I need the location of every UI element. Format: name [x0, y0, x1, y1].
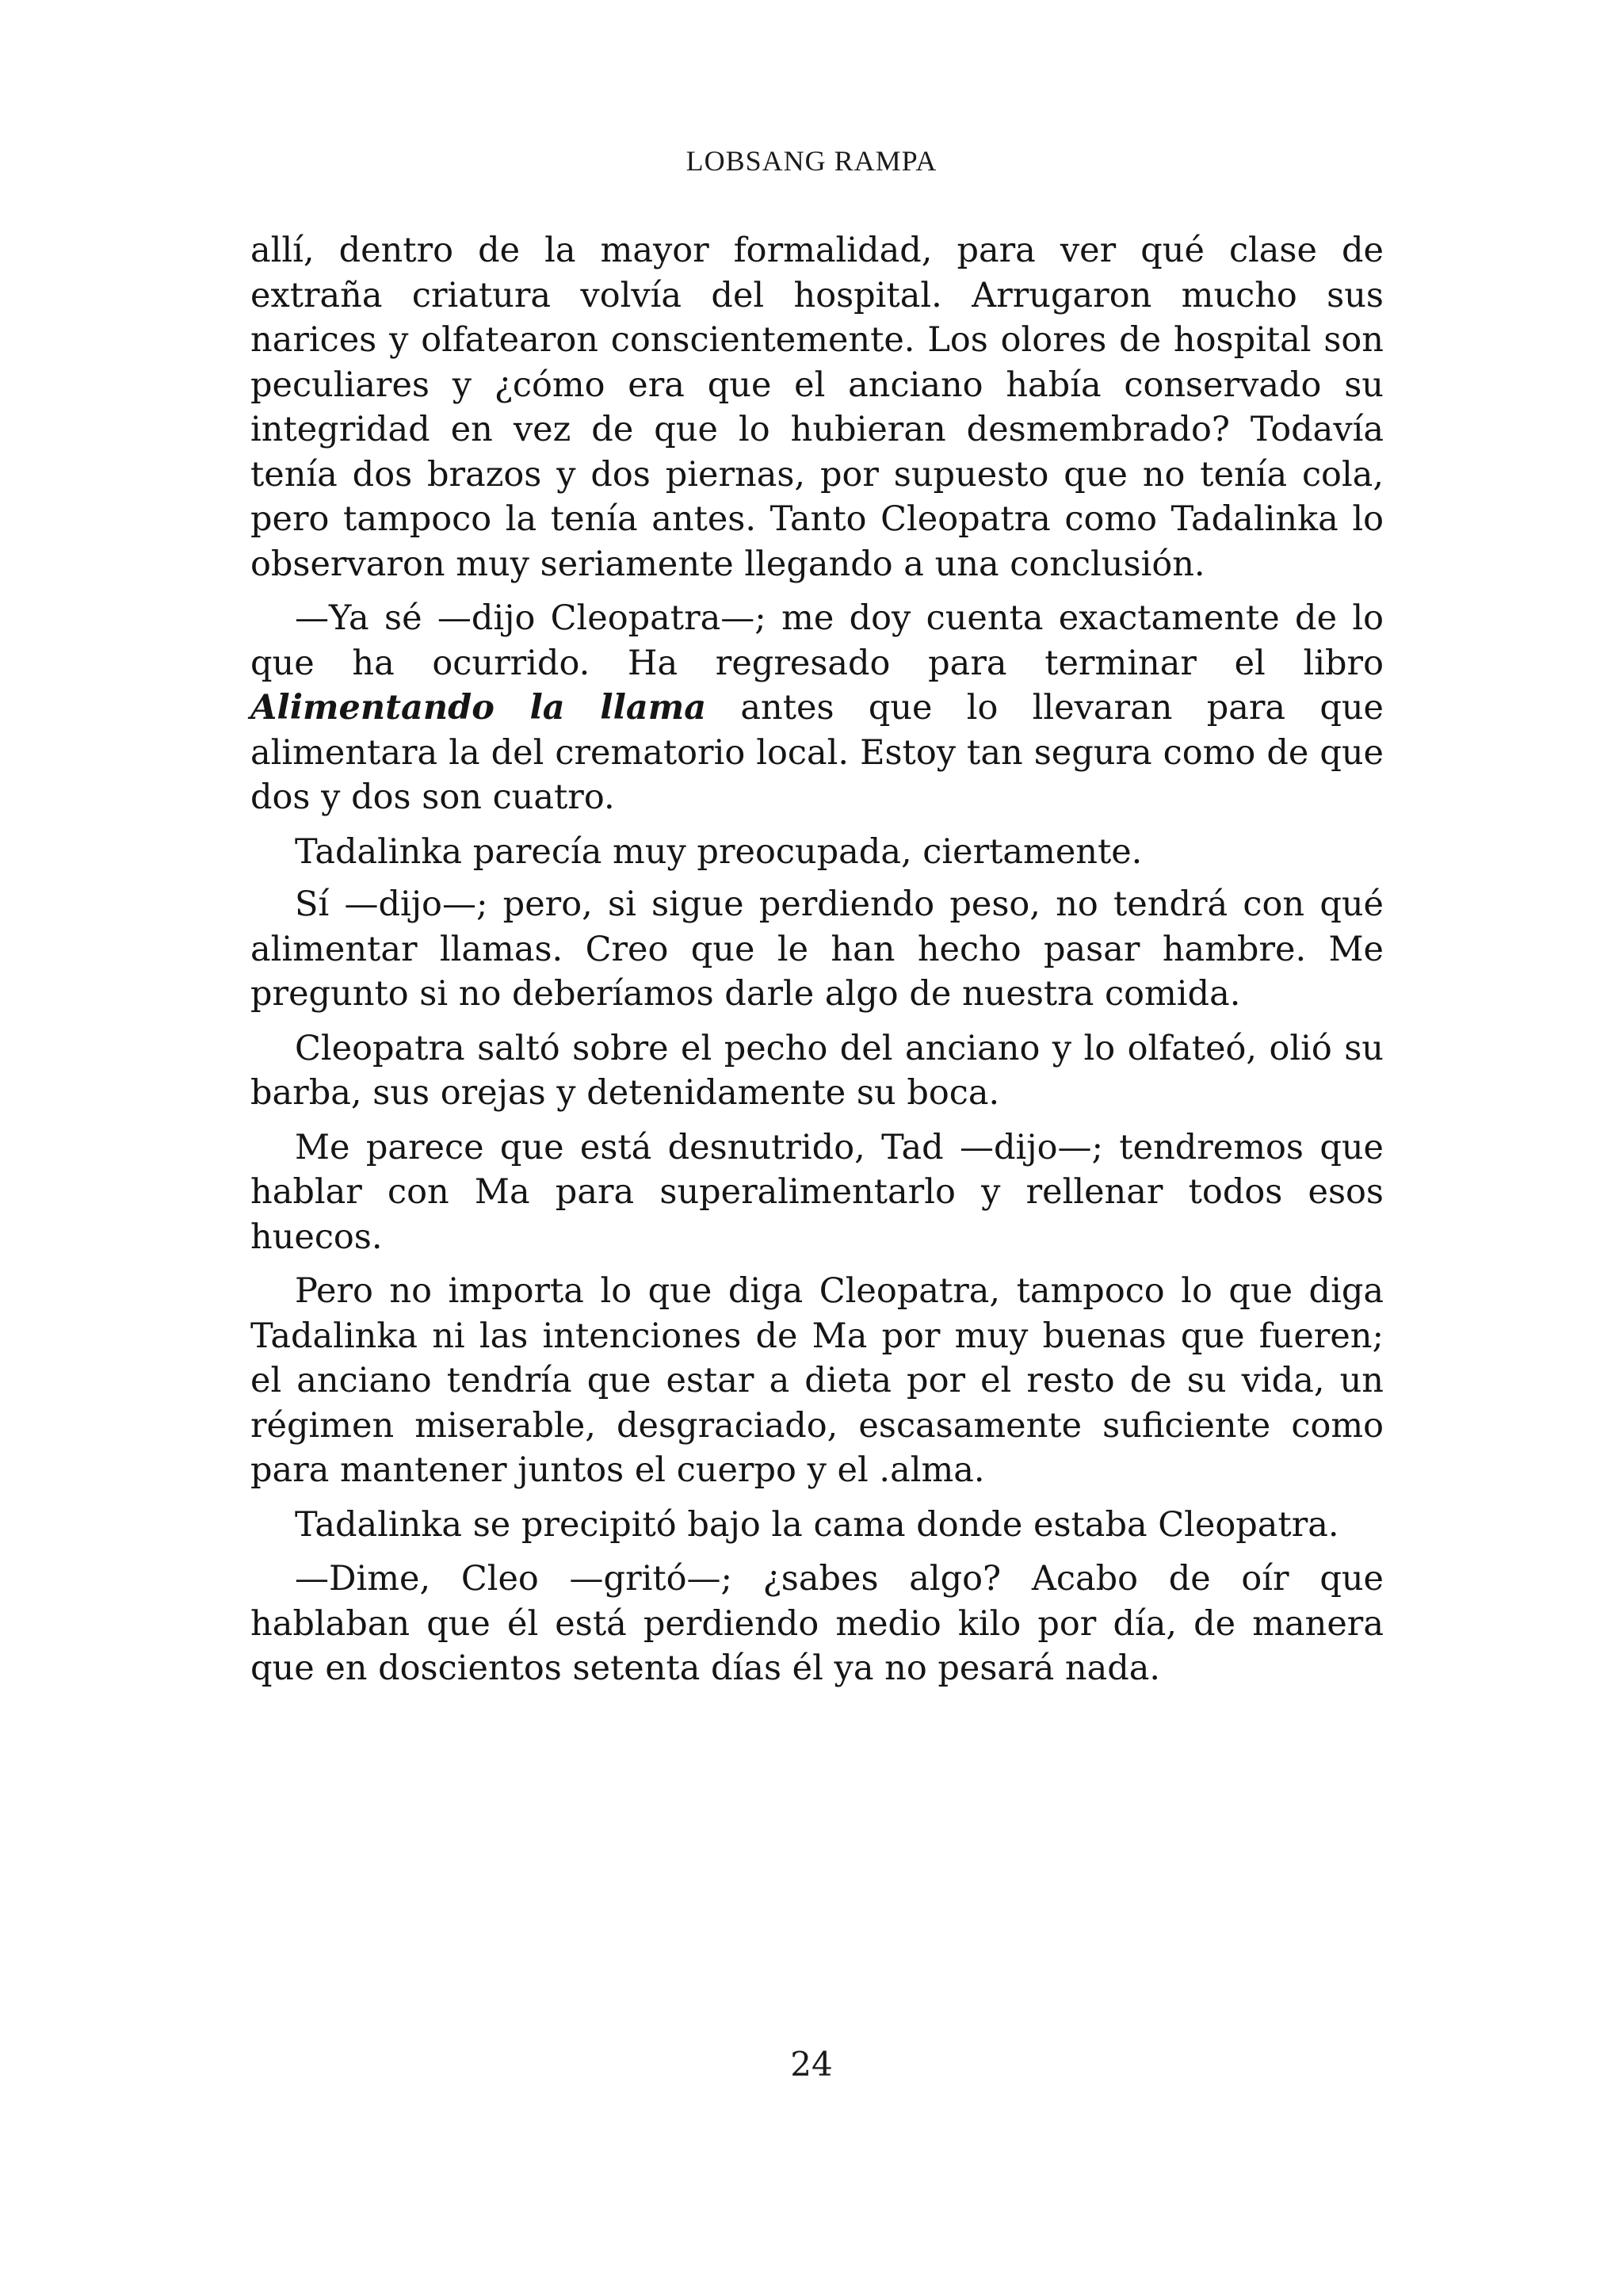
paragraph: Sí —dijo—; pero, si sigue perdiendo peso, no tendrá con qué alimentar llamas. Creo que le han hecho pasar hambre. Me pregunto si no deberíamos darle algo de nuestra comida. — [250, 884, 1384, 1014]
paragraph: —Dime, Cleo —gritó—; ¿sabes algo? Acabo de oír que hablaban que él está perdiendo medio kilo por día, de manera que en doscientos setenta días él ya no pesará nada. — [250, 1559, 1384, 1688]
body-text — [250, 228, 1384, 1701]
page-number: 24 — [790, 2045, 833, 2084]
paragraph: Cleopatra saltó sobre el pecho del anciano y lo olfateó, olió su barba, sus orejas y detenidamente su boca. — [250, 1028, 1384, 1113]
book-title: Alimentando la llama — [250, 688, 707, 728]
paragraph — [250, 596, 1384, 820]
paragraph: Me parece que está desnutrido, Tad —dijo—; tendremos que hablar con Ma para superalimentarlo y rellenar todos esos huecos. — [250, 1127, 1384, 1257]
running-header: LOBSANG RAMPA — [685, 145, 938, 177]
paragraph: Pero no importa lo que diga Cleopatra, tampoco lo que diga Tadalinka ni las intenciones de Ma por muy buenas que fueren; el anciano tendría que estar a dieta por el resto de su vida, un régimen miserable, desgraciado, escasamente suficiente como para mantener juntos el cuerpo y el .alma. — [250, 1271, 1384, 1490]
paragraph-text: —Ya sé —dijo Cleopatra—; me doy cuenta exactamente de lo que ha ocurrido. Ha regresado para terminar el libro — [250, 598, 1384, 683]
paragraph: allí, dentro de la mayor formalidad, para ver qué clase de extraña criatura volvía del hospital. Arrugaron mucho sus narices y olfatearon conscientemente. Los olores de hospital son peculiares y ¿cómo era que el anciano había conservado su integridad en vez de que lo hubieran desmembrado? Todavía tenía dos brazos y dos piernas, por supuesto que no tenía cola, pero tampoco la tenía antes. Tanto Cleopatra como Tadalinka lo observaron muy seriamente llegando a una conclusión. — [250, 231, 1384, 584]
paragraph: Tadalinka parecía muy preocupada, ciertamente. — [295, 831, 1143, 872]
paragraph: Tadalinka se precipitó bajo la cama donde estaba Cleopatra. — [295, 1504, 1339, 1545]
paragraph-text: antes que lo llevaran para que alimentara la del crematorio local. Estoy tan segura como de que dos y dos son cuatro. — [250, 688, 1384, 817]
